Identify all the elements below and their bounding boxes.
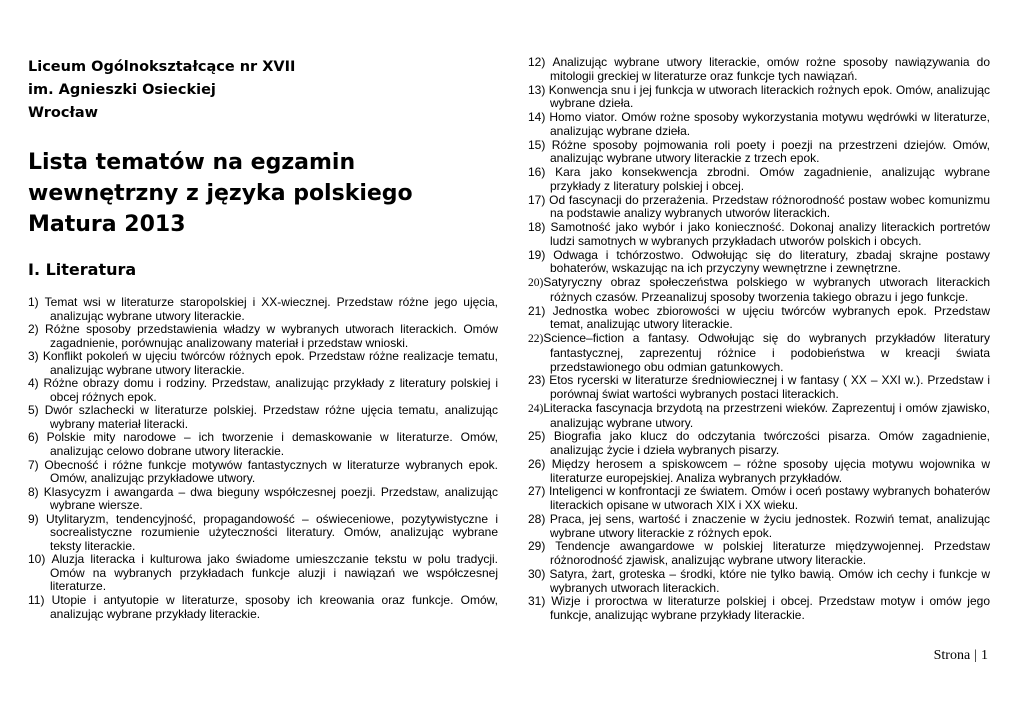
topic-item: [528, 332, 990, 374]
topic-number: 13): [528, 82, 546, 97]
topic-number: 6): [28, 430, 39, 445]
topic-number: 24): [528, 402, 544, 415]
topic-text: Satyryczny obraz społeczeństwa polskiego w wybranych utworach literackich różnych czasów. Przeanalizuj sposoby tworzenia takiego obrazu i jego funkcje.: [543, 275, 990, 304]
topic-text: Między herosem a spiskowcem – różne sposoby ujęcia motywu wojownika w literaturze europejskiej. Analiza wybranych przykładów.: [550, 456, 991, 485]
topic-item: [28, 486, 498, 513]
topic-item: [528, 111, 990, 139]
topic-number: 9): [28, 511, 39, 526]
topic-item: [528, 249, 990, 277]
topic-number: 27): [528, 484, 546, 499]
title-line-2: wewnętrzny z języka polskiego: [28, 181, 413, 206]
school-name: Liceum Ogólnokształcące nr XVII: [28, 59, 296, 75]
topic-text: Samotność jako wybór i jako konieczność. Dokonaj analizy literackich portretów ludzi samotnych w wybranych przykładach utworów polskich i obcych.: [550, 220, 990, 248]
topic-item: [528, 458, 990, 486]
topic-item: [28, 377, 498, 404]
topic-number: 20): [528, 277, 544, 289]
topic-text: Praca, jej sens, wartość i znaczenie w życiu jednostek. Rozwiń temat, analizując wybrane utwory literackie z różnych epok.: [549, 511, 990, 540]
topic-item: [528, 56, 990, 84]
topic-text: Różne obrazy domu i rodziny. Przedstaw, analizując przykłady z literatury polskiej i obcej różnych epok.: [43, 376, 498, 404]
topic-item: [28, 404, 498, 431]
right-column: [528, 56, 990, 623]
topic-item: [528, 568, 990, 596]
topic-number: 28): [528, 511, 546, 526]
topic-number: 12): [528, 55, 546, 69]
page-label: Strona: [933, 648, 971, 663]
topic-text: Temat wsi w literaturze staropolskiej i XX-wiecznej. Przedstaw różne jego ujęcia, analizując wybrane utwory literackie.: [44, 295, 498, 323]
topic-number: 30): [528, 566, 546, 581]
topic-text: Satyra, żart, groteska – środki, które nie tylko bawią. Omów ich cechy i funkcje w wybranych utworach literackich.: [549, 566, 990, 595]
topic-list-left: [28, 296, 498, 621]
topic-item: [28, 323, 498, 350]
topic-text: Różne sposoby pojmowania roli poety i poezji na przestrzeni dziejów. Omów, analizując wybrane utwory literackie z trzech epok.: [550, 137, 990, 166]
topic-item: [528, 276, 990, 305]
topic-text: Aluzja literacka i kulturowa jako świadome umieszczanie tekstu w polu tradycji. Omów na wybranych przykładach funkcje aluzji i nawiązań we współczesnej literaturze.: [50, 552, 498, 594]
topic-text: Biografia jako klucz do odczytania twórczości pisarza. Omów zagadnienie, analizując życie i dzieła wybranych pisarzy.: [550, 429, 990, 457]
topic-item: [28, 459, 498, 486]
topic-number: 8): [28, 484, 39, 499]
topic-item: [528, 374, 990, 402]
topic-item: [528, 402, 990, 431]
topic-number: 10): [28, 552, 46, 567]
topic-text: Konwencja snu i jej funkcja w utworach literackich rożnych epok. Omów, analizując wybrane dzieła.: [548, 82, 990, 111]
topic-text: Odwaga i tchórzostwo. Odwołując się do literatury, zbadaj skrajne postawy bohaterów, wskazując na ich przyczyny wewnętrzne i zewnętrzne.: [550, 247, 990, 276]
topic-number: 16): [528, 165, 546, 179]
topic-text: Tendencje awangardowe w polskiej literaturze międzywojennej. Przedstaw różnorodność zjawisk, analizując wybrane utwory literackie.: [550, 539, 990, 567]
topic-text: Klasycyzm i awangarda – dwa bieguny współczesnej poezji. Przedstaw, analizując wybrane wiersze.: [43, 484, 498, 513]
topic-text: Kara jako konsekwencja zbrodni. Omów zagadnienie, analizując wybrane przykłady z literatury polskiej i obcej.: [550, 165, 991, 193]
topic-item: [528, 485, 990, 513]
page-number: 1: [981, 648, 988, 663]
topic-number: 23): [528, 373, 546, 388]
topic-number: 17): [528, 192, 546, 207]
topic-item: [28, 296, 498, 323]
topic-text: Dwór szlachecki w literaturze polskiej. Przedstaw różne ujęcia tematu, analizując wybrany materiał literacki.: [44, 403, 498, 431]
topic-number: 4): [28, 376, 39, 391]
topic-number: 2): [28, 322, 39, 337]
topic-text: Etos rycerski w literaturze średniowiecznej i w fantasy ( XX – XXI w.). Przedstaw i porównaj świat wartości wybranych postaci literackich.: [549, 373, 990, 401]
topic-text: Inteligenci w konfrontacji ze światem. Omów i oceń postawy wybranych bohaterów literackich opisane w utworach XIX i XX wieku.: [548, 484, 990, 512]
topic-item: [528, 84, 990, 112]
topic-list-right: [528, 56, 990, 623]
topic-number: 22): [528, 333, 544, 345]
topic-number: 3): [28, 349, 39, 364]
topic-number: 14): [528, 110, 546, 124]
topic-text: Utylitaryzm, tendencyjność, propagandowość – oświeceniowe, pozytywistyczne i socrealistyczne rozumienie użyteczności literatury. Omów, analizując wybrane teksty literackie.: [45, 511, 498, 553]
page-footer: [934, 648, 988, 664]
topic-text: Konflikt pokoleń w ujęciu twórców różnych epok. Przedstaw różne realizacje tematu, analizując wybrane utwory literackie.: [42, 349, 498, 377]
topic-text: Od fascynacji do przerażenia. Przedstaw różnorodność postaw wobec komunizmu na podstawie analizy wybranych utworów literackich.: [549, 192, 990, 221]
topic-number: 18): [528, 220, 546, 234]
topic-number: 11): [28, 593, 45, 608]
topic-item: [528, 221, 990, 249]
title-line-1: Lista tematów na egzamin: [28, 150, 356, 175]
school-city: Wrocław: [28, 105, 99, 121]
topic-number: 1): [28, 295, 39, 309]
topic-text: Wizje i proroctwa w literaturze polskiej i obcej. Przedstaw motyw i omów jego funkcje, analizując wybrane przykłady literackie.: [550, 594, 990, 622]
topic-number: 15): [528, 137, 546, 152]
topic-text: Polskie mity narodowe – ich tworzenie i demaskowanie w literaturze. Omów, analizując celowo dobrane utwory literackie.: [46, 430, 498, 459]
topic-item: [28, 350, 498, 377]
topic-item: [528, 430, 990, 458]
topic-text: Różne sposoby przedstawienia władzy w wybranych utworach literackich. Omów zagadnienie, porównując analizowany materiał i przedstaw wnioski.: [45, 322, 498, 350]
topic-item: [528, 166, 990, 194]
document-title: [28, 147, 498, 240]
topic-number: 26): [528, 456, 546, 471]
topic-text: Science–fiction a fantasy. Odwołując się do wybranych przykładów literatury fantastycznej, zaprezentuj różnice i podobieństwa w kreacji świata przedstawionego obu odmian gatunkowych.: [543, 331, 990, 374]
topic-item: [28, 513, 498, 554]
topic-item: [28, 553, 498, 594]
topic-number: 31): [528, 594, 546, 609]
topic-number: 21): [528, 303, 546, 318]
title-line-3: Matura 2013: [28, 212, 186, 237]
topic-item: [528, 194, 990, 222]
topic-number: 7): [28, 457, 39, 472]
topic-text: Utopie i antyutopie w literaturze, sposoby ich kreowania oraz funkcje. Omów, analizując wybrane przykłady literackie.: [50, 593, 498, 621]
section-heading: I. Literatura: [28, 260, 137, 279]
topic-item: [28, 431, 498, 458]
topic-item: [28, 594, 498, 621]
topic-number: 25): [528, 429, 546, 444]
topic-text: Analizując wybrane utwory literackie, omów rożne sposoby nawiązywania do mitologii greckiej w literaturze oraz funkcje tych nawiązań.: [550, 55, 990, 83]
topic-number: 29): [528, 539, 546, 554]
page-separator: |: [974, 648, 977, 663]
topic-item: [528, 540, 990, 568]
topic-item: [528, 305, 990, 333]
topic-text: Homo viator. Omów rożne sposoby wykorzystania motywu wędrówki w literaturze, analizując wybrane dzieła.: [549, 110, 990, 138]
left-column: [28, 56, 498, 621]
topic-number: 19): [528, 247, 546, 262]
topic-item: [528, 595, 990, 623]
topic-text: Jednostka wobec zbiorowości w ujęciu twórców wybranych epok. Przedstaw temat, analizując utwory literackie.: [550, 303, 990, 332]
topic-item: [528, 139, 990, 167]
school-patron: im. Agnieszki Osieckiej: [28, 82, 216, 98]
topic-item: [528, 513, 990, 541]
topic-text: Literacka fascynacja brzydotą na przestrzeni wieków. Zaprezentuj i omów zjawisko, analizując wybrane utwory.: [543, 400, 990, 430]
topic-text: Obecność i różne funkcje motywów fantastycznych w literaturze wybranych epok. Omów, analizując przykładowe utwory.: [44, 457, 498, 486]
topic-number: 5): [28, 403, 39, 418]
